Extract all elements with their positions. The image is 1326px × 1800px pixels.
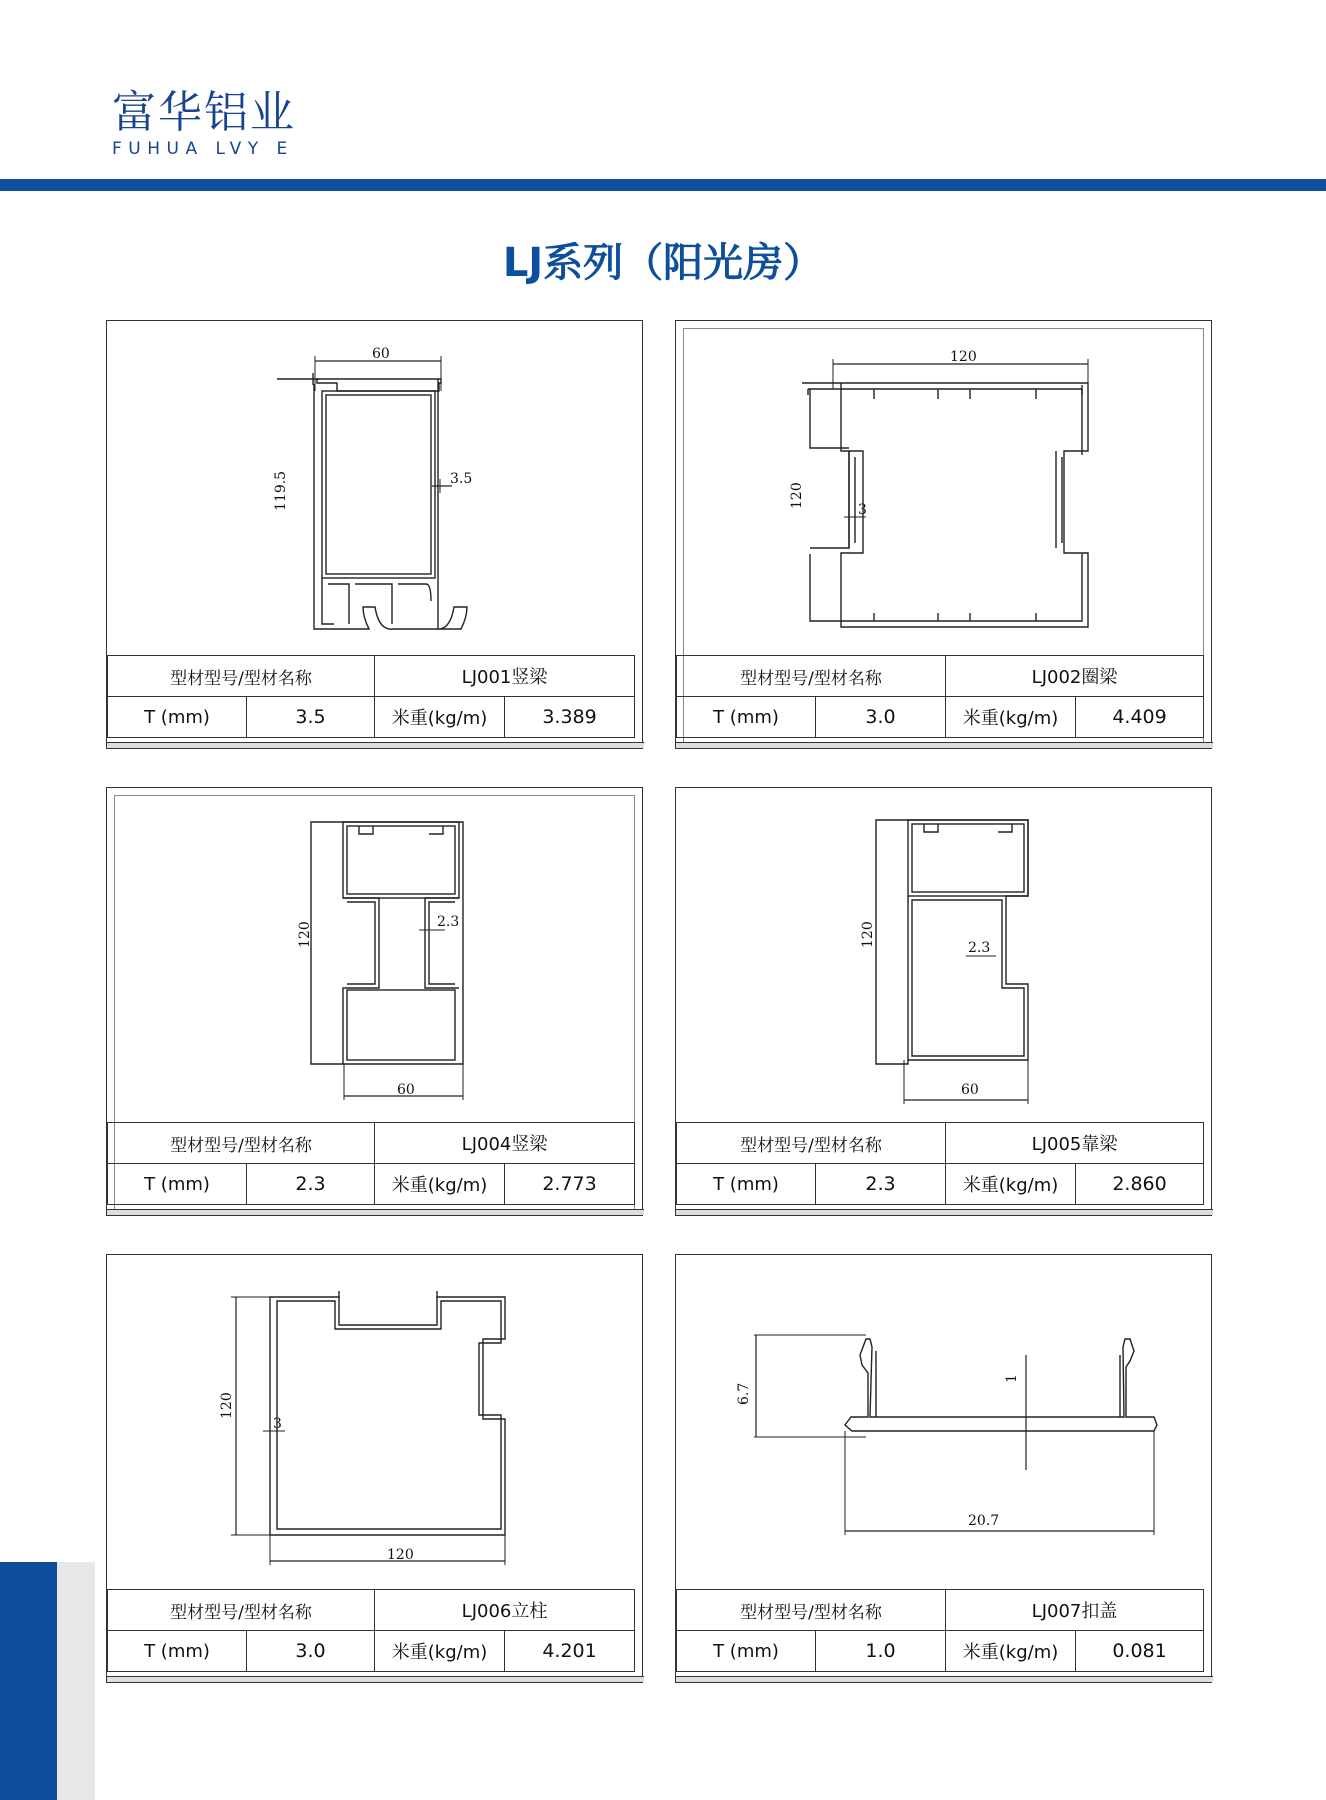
dim-height: 120 — [297, 921, 313, 948]
dim-thickness: 3 — [273, 1416, 282, 1432]
weight-value: 2.773 — [505, 1164, 635, 1205]
label-thickness: T (mm) — [108, 1631, 247, 1672]
card-footer-rule — [676, 1209, 1213, 1215]
profile-card-lj005 — [675, 787, 1212, 1216]
label-weight: 米重(kg/m) — [946, 1164, 1076, 1205]
label-weight: 米重(kg/m) — [946, 697, 1076, 738]
profile-card-lj002 — [675, 320, 1212, 749]
label-weight: 米重(kg/m) — [946, 1631, 1076, 1672]
brand-name-en: FUHUA LVY E — [112, 139, 294, 159]
thickness-value: 3.0 — [816, 697, 946, 738]
label-model-name: 型材型号/型材名称 — [108, 1590, 375, 1631]
spec-table — [107, 1122, 635, 1205]
label-thickness: T (mm) — [677, 1631, 816, 1672]
dim-thickness: 2.3 — [437, 914, 460, 930]
profile-name: LJ007扣盖 — [946, 1590, 1204, 1631]
thickness-value: 1.0 — [816, 1631, 946, 1672]
dim-height: 120 — [789, 482, 805, 509]
label-weight: 米重(kg/m) — [375, 1164, 505, 1205]
label-thickness: T (mm) — [108, 697, 247, 738]
profile-drawing-lj004 — [107, 788, 644, 1122]
thickness-value: 2.3 — [247, 1164, 375, 1205]
label-thickness: T (mm) — [677, 1164, 816, 1205]
dim-width: 60 — [961, 1082, 979, 1098]
dim-thickness: 3.5 — [450, 471, 473, 487]
profile-drawing-lj002 — [676, 321, 1213, 655]
dim-thickness: 3 — [858, 502, 867, 518]
weight-value: 3.389 — [505, 697, 635, 738]
dim-height: 6.7 — [736, 1382, 752, 1405]
dim-width: 60 — [372, 346, 390, 362]
profile-drawing-lj001 — [107, 321, 644, 655]
profile-drawing-lj006 — [107, 1255, 644, 1589]
profile-name: LJ002圈梁 — [946, 656, 1204, 697]
label-weight: 米重(kg/m) — [375, 697, 505, 738]
page-title: LJ系列（阳光房） — [502, 240, 824, 286]
profile-drawing-lj007 — [676, 1255, 1213, 1589]
dim-height: 119.5 — [273, 470, 289, 511]
weight-value: 4.409 — [1076, 697, 1204, 738]
corner-accent-grey — [57, 1562, 95, 1800]
profile-name: LJ006立柱 — [375, 1590, 635, 1631]
dim-width: 20.7 — [968, 1513, 1000, 1529]
brand-name-cn: 富华铝业 — [112, 87, 296, 138]
card-footer-rule — [676, 1676, 1213, 1682]
profile-drawing-lj005 — [676, 788, 1213, 1122]
dim-height: 120 — [860, 921, 876, 948]
spec-table — [107, 655, 635, 738]
card-footer-rule — [107, 1209, 644, 1215]
spec-table — [676, 1122, 1204, 1205]
spec-table — [107, 1589, 635, 1672]
dim-width: 120 — [950, 349, 977, 365]
label-weight: 米重(kg/m) — [375, 1631, 505, 1672]
spec-table — [676, 655, 1204, 738]
card-footer-rule — [107, 742, 644, 748]
weight-value: 4.201 — [505, 1631, 635, 1672]
profile-card-lj007 — [675, 1254, 1212, 1683]
profile-name: LJ001竖梁 — [375, 656, 635, 697]
weight-value: 0.081 — [1076, 1631, 1204, 1672]
card-footer-rule — [107, 1676, 644, 1682]
spec-table — [676, 1589, 1204, 1672]
label-model-name: 型材型号/型材名称 — [677, 1590, 946, 1631]
dim-width: 120 — [387, 1547, 414, 1563]
header-rule — [0, 179, 1326, 191]
thickness-value: 3.5 — [247, 697, 375, 738]
profile-card-lj001 — [106, 320, 643, 749]
card-footer-rule — [676, 742, 1213, 748]
profile-name: LJ005靠梁 — [946, 1123, 1204, 1164]
profile-card-lj004 — [106, 787, 643, 1216]
label-model-name: 型材型号/型材名称 — [677, 1123, 946, 1164]
corner-accent-blue — [0, 1562, 57, 1800]
label-model-name: 型材型号/型材名称 — [108, 1123, 375, 1164]
dim-thickness: 1 — [1004, 1374, 1020, 1383]
thickness-value: 2.3 — [816, 1164, 946, 1205]
profile-name: LJ004竖梁 — [375, 1123, 635, 1164]
dim-width: 60 — [397, 1082, 415, 1098]
thickness-value: 3.0 — [247, 1631, 375, 1672]
profile-card-lj006 — [106, 1254, 643, 1683]
label-thickness: T (mm) — [108, 1164, 247, 1205]
label-model-name: 型材型号/型材名称 — [677, 656, 946, 697]
label-model-name: 型材型号/型材名称 — [108, 656, 375, 697]
dim-height: 120 — [219, 1392, 235, 1419]
label-thickness: T (mm) — [677, 697, 816, 738]
weight-value: 2.860 — [1076, 1164, 1204, 1205]
dim-thickness: 2.3 — [968, 940, 991, 956]
